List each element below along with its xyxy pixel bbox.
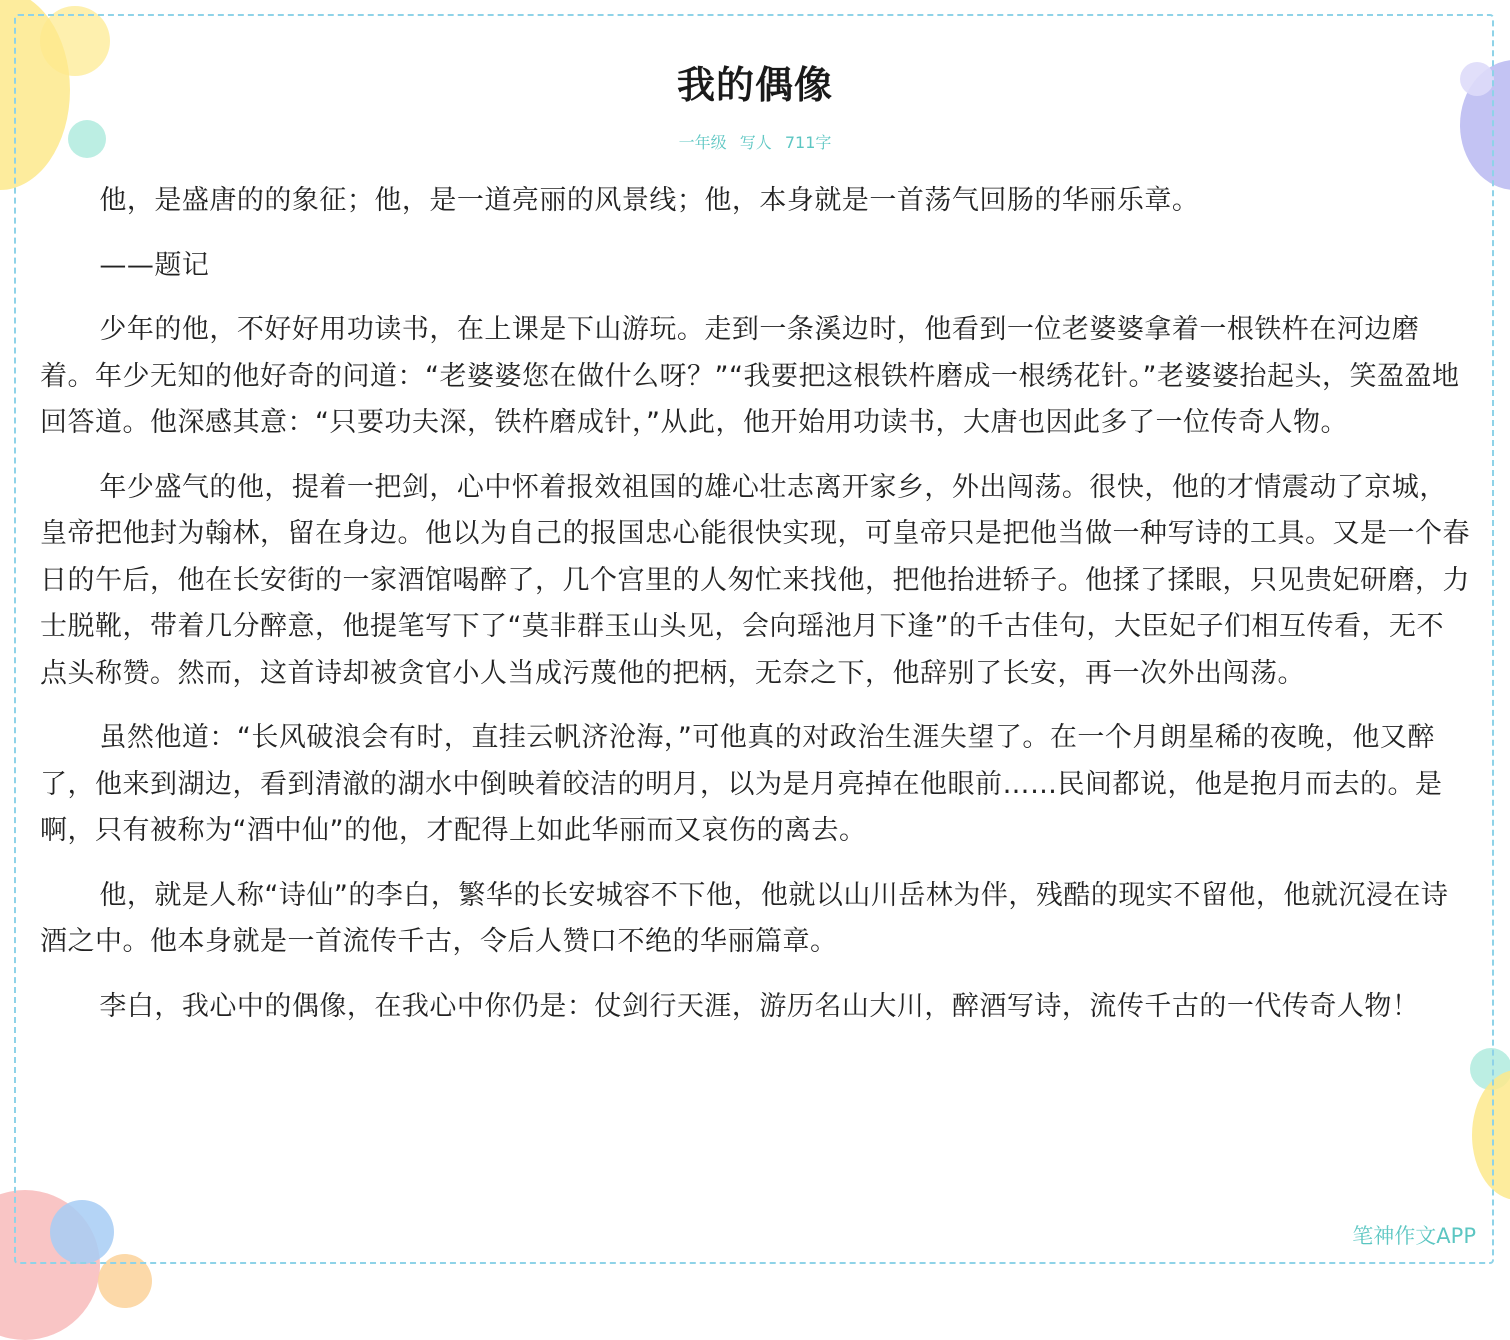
- paragraph: 少年的他，不好好用功读书，在上课是下山游玩。走到一条溪边时，他看到一位老婆婆拿着一根铁杵在河边磨着。年少无知的他好奇的问道：“老婆婆您在做什么呀？”“我要把这根铁杵磨成一根绣花针。”老婆婆抬起头，笑盈盈地回答道。他深感其意：“只要功夫深，铁杵磨成针，”从此，他开始用功读书，大唐也因此多了一位传奇人物。: [40, 314, 1460, 438]
- article-meta: [0, 130, 1510, 153]
- paragraph: 李白，我心中的偶像，在我心中你仍是：仗剑行天涯，游历名山大川，醉酒写诗，流传千古的一代传奇人物！: [99, 990, 1420, 1022]
- article-title: 我的偶像: [676, 63, 833, 107]
- category-label: 写人: [739, 133, 772, 152]
- app-brand-watermark: 笔神作文APP: [1352, 1224, 1476, 1248]
- paragraph: 他，就是人称“诗仙”的李白，繁华的长安城容不下他，他就以山川岳林为伴，残酷的现实不留他，他就沉浸在诗酒之中。他本身就是一首流传千古，令后人赞口不绝的华丽篇章。: [40, 879, 1449, 957]
- word-count-label: 711字: [784, 133, 832, 152]
- paragraph-epigraph-credit: ——题记: [99, 249, 210, 281]
- paragraph: 虽然他道：“长风破浪会有时，直挂云帆济沧海，”可他真的对政治生涯失望了。在一个月朗星稀的夜晚，他又醉了，他来到湖边，看到清澈的湖水中倒映着皎洁的明月，以为是月亮掉在他眼前……民间都说，他是抱月而去的。是啊，只有被称为“酒中仙”的他，才配得上如此华丽而又哀伤的离去。: [40, 722, 1443, 846]
- paragraph: 年少盛气的他，提着一把剑，心中怀着报效祖国的雄心壮志离开家乡，外出闯荡。很快，他的才情震动了京城，皇帝把他封为翰林，留在身边。他以为自己的报国忠心能很快实现，可皇帝只是把他当做一种写诗的工具。又是一个春日的午后，他在长安街的一家酒馆喝醉了，几个宫里的人匆忙来找他，把他抬进轿子。他揉了揉眼，只见贵妃研磨，力士脱靴，带着几分醉意，他提笔写下了“莫非群玉山头见，会向瑶池月下逢”的千古佳句，大臣妃子们相互传看，无不点头称赞。然而，这首诗却被贪官小人当成污蔑他的把柄，无奈之下，他辞别了长安，再一次外出闯荡。: [40, 471, 1470, 689]
- paragraph-epigraph: 他，是盛唐的的象征；他，是一道亮丽的风景线；他，本身就是一首荡气回肠的华丽乐章。: [99, 185, 1200, 216]
- article-body: [40, 178, 1470, 1048]
- grade-label: 一年级: [678, 133, 727, 152]
